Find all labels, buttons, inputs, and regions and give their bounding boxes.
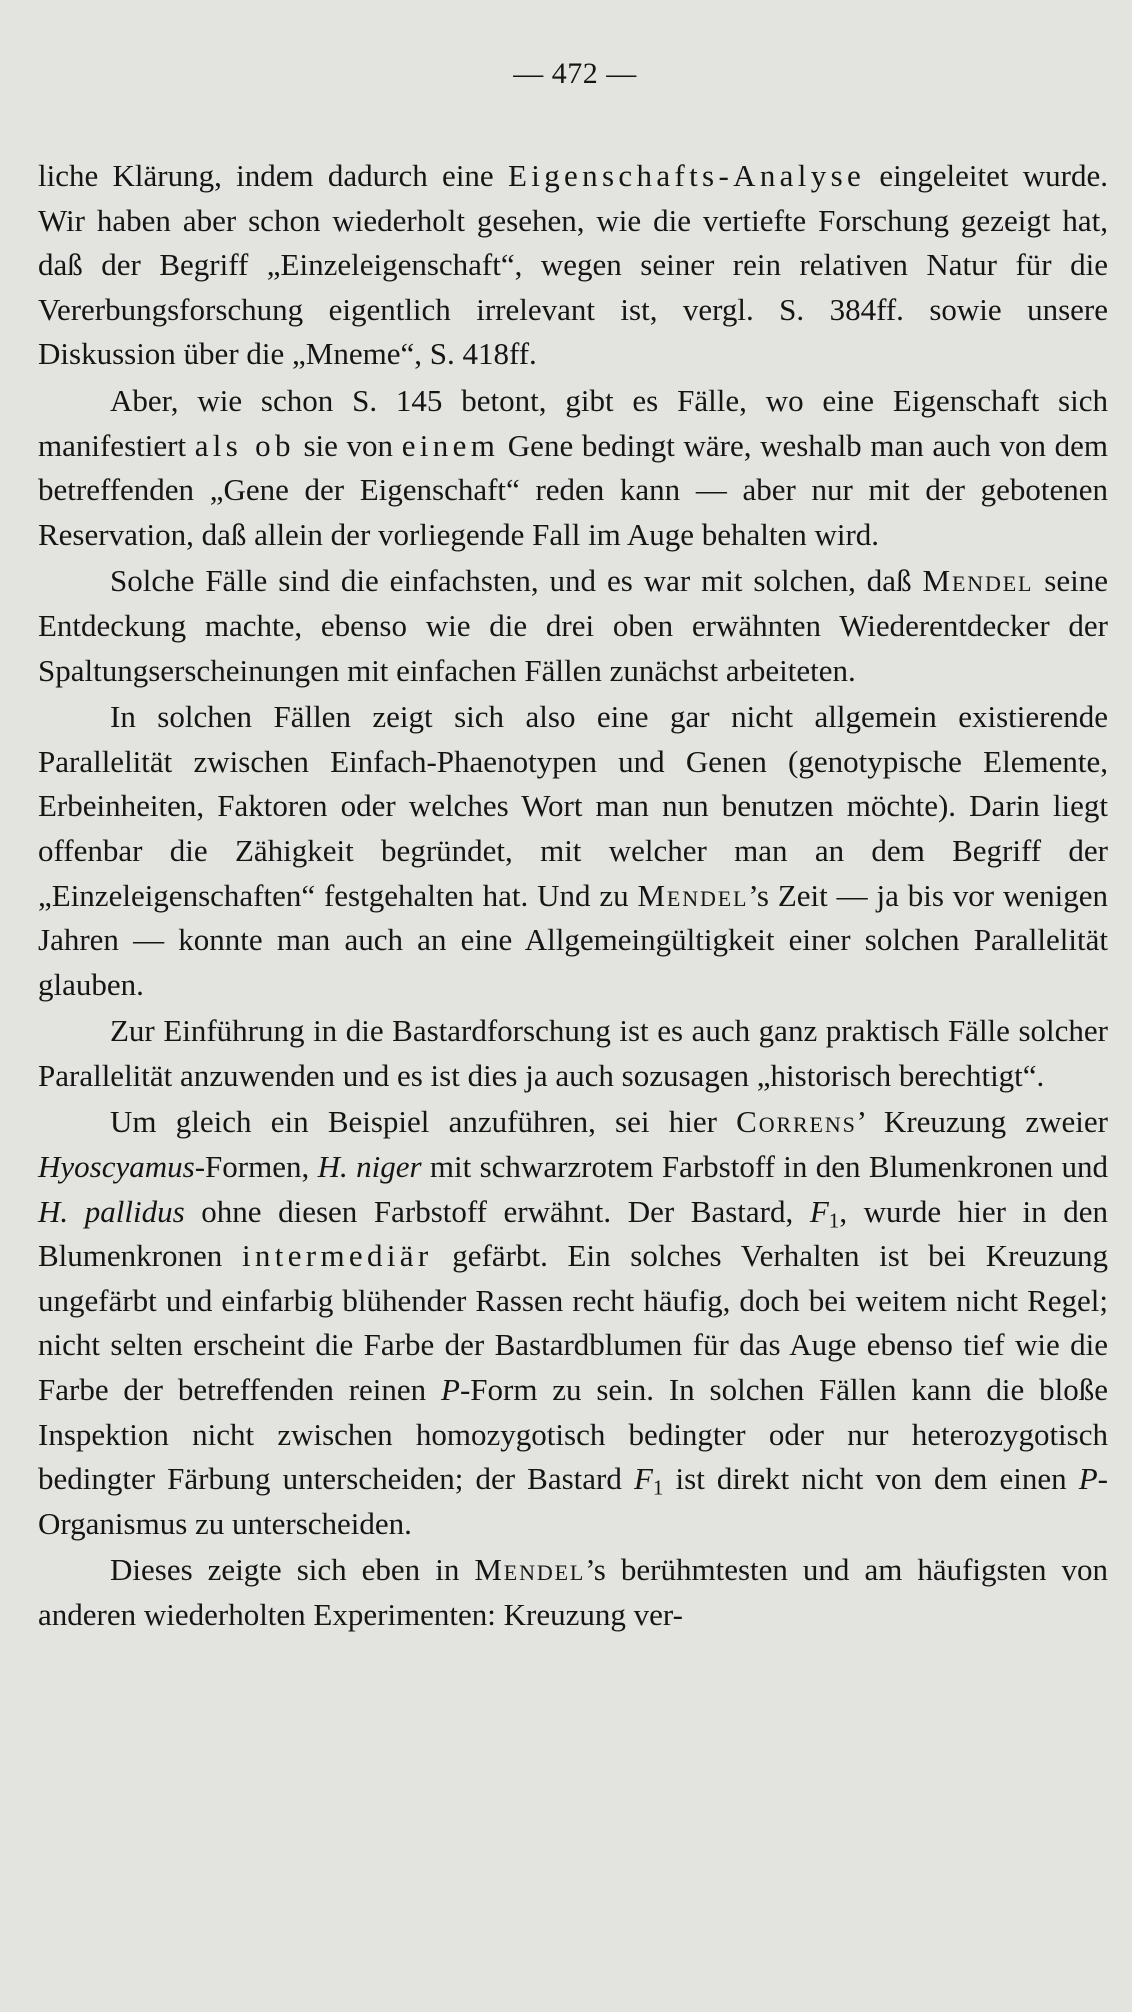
- page-number: — 472 —: [513, 57, 637, 90]
- generation-subscript: 1: [828, 1207, 840, 1232]
- emphasis-spaced: als ob: [194, 427, 295, 463]
- emphasis-spaced: intermediär: [241, 1238, 433, 1274]
- text-run: ohne diesen Farbstoff erwähnt. Der Bastard,: [184, 1193, 810, 1229]
- text-run: Dieses zeigte sich eben in: [110, 1552, 475, 1588]
- emphasis-spaced: einem: [401, 427, 500, 463]
- author-name-mendel: Mendel: [637, 877, 749, 913]
- paragraph-2: [38, 379, 1108, 557]
- text-run: gefärbt. Ein solches Verhalten ist bei Kreuzung ungefärbt und einfarbig blühender Rassen recht häufig, doch bei weitem nicht Regel; nicht selten erscheint die Farbe der Bastardblumen für das Auge ebenso tief wie die Farbe der betreffenden reinen: [38, 1238, 1108, 1408]
- text-run: Zur Einführung in die Bastardforschung ist es auch ganz praktisch Fälle solcher Parallelität anzuwenden und es ist dies ja auch sozusagen „historisch berechtigt“.: [38, 1013, 1108, 1093]
- text-run: ist direkt nicht von dem einen: [663, 1461, 1079, 1497]
- text-run: Um gleich ein Beispiel anzuführen, sei hier: [110, 1104, 737, 1140]
- text-run: , wurde hier in den Blumenkronen: [38, 1193, 1108, 1274]
- text-run: ’ Kreuzung zweier: [856, 1104, 1108, 1140]
- species-name: H. niger: [317, 1149, 422, 1185]
- paragraph-4: [38, 695, 1108, 1007]
- generation-subscript: 1: [652, 1475, 664, 1500]
- generation-symbol: F: [809, 1193, 829, 1229]
- text-run: eingeleitet wurde. Wir haben aber schon wiederholt gesehen, wie die vertiefte Forschung gezeigt hat, daß der Begriff „Einzeleigenschaft“, wegen seiner rein relativen Natur für die Vererbungsforschung eigentlich irrelevant ist, vergl. S. 384ff. sowie unsere Diskussion über die „Mneme“, S. 418ff.: [38, 158, 1108, 372]
- text-run: In solchen Fällen zeigt sich also eine gar nicht allgemein existierende Parallelität zwischen Einfach-Phaenotypen und Genen (genotypische Elemente, Erbeinheiten, Faktoren oder welches Wort man nun benutzen möchte). Darin liegt offenbar die Zähigkeit begründet, mit welcher man an dem Begriff der „Einzeleigenschaften“ festgehalten hat. Und zu: [38, 699, 1108, 913]
- generation-symbol: F: [633, 1461, 653, 1497]
- species-name: H. pallidus: [38, 1193, 185, 1229]
- text-run: seine Entdeckung machte, ebenso wie die drei oben erwähnten Wiederentdecker der Spaltungserscheinungen mit einfachen Fällen zunächst arbeiteten.: [38, 563, 1108, 688]
- text-run: -Form zu sein. In solchen Fällen kann die bloße Inspektion nicht zwischen homozygotisch bedingter oder nur heterozygotisch bedingter Färbung unterscheiden; der Bastard: [38, 1372, 1109, 1497]
- text-run: mit schwarzrotem Farbstoff in den Blumenkronen und: [421, 1149, 1109, 1185]
- text-run: Gene bedingt wäre, weshalb man auch von dem betreffenden „Gene der Eigenschaft“ reden kann — aber nur mit der gebotenen Reservation, daß allein der vorliegende Fall im Auge behalten wird.: [38, 427, 1109, 552]
- paragraph-6: [38, 1100, 1108, 1546]
- text-run: -Organismus zu unterscheiden.: [38, 1461, 1108, 1541]
- paragraph-1: [38, 154, 1108, 377]
- parent-symbol: P: [441, 1372, 460, 1408]
- body-text: [38, 154, 1108, 1638]
- genus-name: Hyoscyamus: [38, 1149, 195, 1185]
- author-name-correns: Correns: [736, 1104, 857, 1140]
- text-run: Solche Fälle sind die einfachsten, und es war mit solchen, daß: [110, 563, 923, 599]
- paragraph-7: [38, 1548, 1108, 1637]
- parent-symbol: P: [1078, 1461, 1098, 1497]
- text-run: ’s Zeit — ja bis vor wenigen Jahren — konnte man auch an eine Allgemeingültigkeit einer solchen Parallelität glauben.: [38, 877, 1108, 1002]
- emphasis-spaced: Eigenschafts-Analyse: [507, 158, 866, 193]
- author-name-mendel: Mendel: [922, 563, 1034, 599]
- author-name-mendel: Mendel: [474, 1552, 586, 1588]
- paragraph-3: [38, 559, 1108, 693]
- text-run: -Formen,: [194, 1149, 318, 1185]
- text-run: liche Klärung, indem dadurch eine: [38, 158, 508, 193]
- text-run: ’s berühmtesten und am häufigsten von anderen wiederholten Experimenten: Kreuzung ver-: [38, 1552, 1109, 1632]
- text-run: sie von: [294, 427, 402, 463]
- paragraph-5: [38, 1009, 1108, 1098]
- text-run: Aber, wie schon S. 145 betont, gibt es Fälle, wo eine Eigenschaft sich manifestiert: [38, 382, 1108, 463]
